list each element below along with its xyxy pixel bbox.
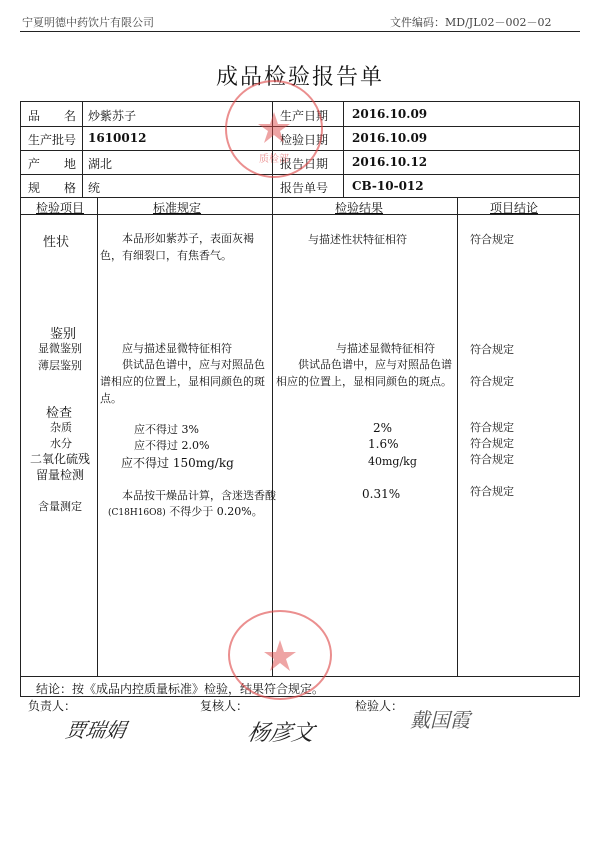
so2-result: 40mg/kg xyxy=(368,455,417,468)
prod-date-value: 2016.10.09 xyxy=(352,107,428,121)
tlc-label: 薄层鉴别 xyxy=(38,359,82,372)
so2-conclusion: 符合规定 xyxy=(470,453,514,466)
impurity-label: 杂质 xyxy=(50,421,72,434)
responsible-label: 负责人： xyxy=(28,699,77,713)
report-date-label: 报告日期 xyxy=(280,157,329,171)
report-no-label: 报告单号 xyxy=(280,181,329,195)
assay-conclusion: 符合规定 xyxy=(470,485,514,498)
spec-label: 规 格 xyxy=(28,181,77,195)
reviewer-signature: 杨彦文 xyxy=(245,721,316,746)
report-date-value: 2016.10.12 xyxy=(352,155,428,169)
tlc-result: 供试品色谱中，应与对照品色谱相应的位置上，显相同颜色的斑点。 xyxy=(276,358,452,388)
so2-standard: 应不得过 150mg/kg xyxy=(121,456,234,470)
impurity-standard: 应不得过 3% xyxy=(134,423,199,436)
assay-formula: (C18H16O8) xyxy=(108,508,166,518)
so2-label-line1: 二氧化硫残 xyxy=(30,452,91,466)
assay-label: 含量测定 xyxy=(38,500,82,513)
responsible-signature: 贾瑞娟 xyxy=(63,718,128,742)
company-header: 宁夏明德中药饮片有限公司 xyxy=(22,16,154,29)
assay-standard-formula xyxy=(108,503,263,519)
origin-value: 湖北 xyxy=(88,157,113,171)
identification-heading: 鉴别 xyxy=(50,327,77,342)
col-divider xyxy=(97,197,98,676)
company-seal-bottom xyxy=(228,610,332,700)
reviewer-label: 复核人： xyxy=(200,699,249,713)
col-header-result: 检验结果 xyxy=(335,201,384,215)
col-header-conclusion: 项目结论 xyxy=(490,201,539,215)
batch-label: 生产批号 xyxy=(28,133,77,147)
micro-conclusion: 符合规定 xyxy=(470,343,514,356)
name-label: 品 名 xyxy=(28,109,77,123)
seal-star-icon xyxy=(230,612,330,698)
conclusion-text: 结论：按《成品内控质量标准》检验，结果符合规定。 xyxy=(36,682,325,696)
batch-value: 1610012 xyxy=(88,131,147,145)
col-divider xyxy=(343,101,344,197)
col-divider xyxy=(82,101,83,197)
insp-date-label: 检验日期 xyxy=(280,133,329,147)
seal-star-icon xyxy=(227,82,321,176)
tlc-standard: 供试品色谱中，应与对照品色谱相应的位置上，显相同颜色的斑点。 xyxy=(100,358,265,405)
inspector-label: 检验人： xyxy=(355,699,404,713)
row-divider xyxy=(20,197,580,198)
document-number: 文件编码：MD/JL02－002－02 xyxy=(390,16,552,29)
so2-label-line2: 留量检测 xyxy=(36,468,85,482)
micro-standard: 应与描述显微特征相符 xyxy=(122,342,232,355)
moisture-label: 水分 xyxy=(50,437,72,450)
assay-standard-line2: 不得少于 0.20%。 xyxy=(169,505,263,518)
prod-date-label: 生产日期 xyxy=(280,109,329,123)
seal-dept-text: 质检部 xyxy=(259,154,289,165)
moisture-standard: 应不得过 2.0% xyxy=(134,439,210,452)
assay-standard-line1: 本品按干燥品计算，含迷迭香酸 xyxy=(122,489,276,502)
col-divider xyxy=(272,197,273,676)
appearance-standard: 本品形如紫苏子，表面灰褐色，有细裂口，有焦香气。 xyxy=(100,232,254,262)
header-rule xyxy=(20,31,580,32)
report-no-value: CB-10-012 xyxy=(352,179,424,193)
appearance-conclusion: 符合规定 xyxy=(470,233,514,246)
micro-result: 与描述显微特征相符 xyxy=(336,342,435,355)
appearance-heading: 性状 xyxy=(43,235,70,250)
name-value: 炒紫苏子 xyxy=(88,109,137,123)
col-header-standard: 标准规定 xyxy=(153,201,202,215)
impurity-result: 2% xyxy=(373,421,393,435)
assay-result: 0.31% xyxy=(362,487,401,501)
page-title: 成品检验报告单 xyxy=(215,65,384,90)
micro-label: 显微鉴别 xyxy=(38,342,82,355)
col-divider xyxy=(457,197,458,676)
inspection-heading: 检查 xyxy=(46,406,73,421)
impurity-conclusion: 符合规定 xyxy=(470,421,514,434)
spec-value: 统 xyxy=(88,181,101,195)
inspector-signature: 戴国霞 xyxy=(410,708,470,732)
moisture-result: 1.6% xyxy=(368,437,399,451)
tlc-conclusion: 符合规定 xyxy=(470,375,514,388)
appearance-result: 与描述性状特征相符 xyxy=(308,233,407,246)
origin-label: 产 地 xyxy=(28,157,77,171)
col-header-item: 检验项目 xyxy=(36,201,85,215)
company-seal-top xyxy=(225,80,323,178)
moisture-conclusion: 符合规定 xyxy=(470,437,514,450)
insp-date-value: 2016.10.09 xyxy=(352,131,428,145)
